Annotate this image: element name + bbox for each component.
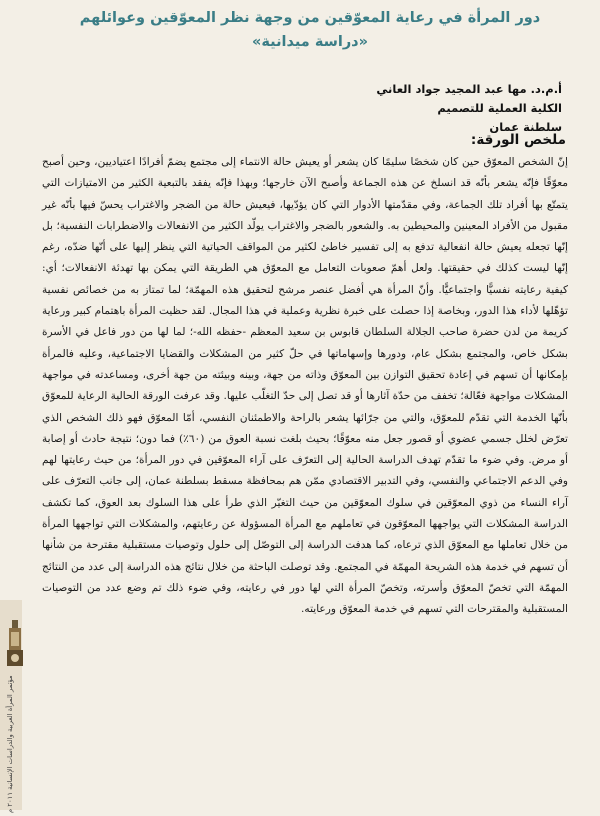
author-college: الكلية العملية للتصميم bbox=[437, 101, 562, 115]
abstract-body: إنّ الشخص المعوّق حين كان شخصًا سليمًا كان يشعر أو يعيش حالة الانتماء إلى مجتمع يضمّ أفرادًا اعتياديين، وحين أصبح معوّقًا فإنّه يشعر بأنّه قد انسلخ عن هذه الجماعة وأصبح الآن خارجها؛ وبهذا فإنّه يفقد بالتبعية الكثير من الامتيازات التي يتمتّع بها أفراد تلك الجماعة، وفي مقدّمتها الأدوار التي كان يؤدّيها، فيعيش حالة من الضجر والاغتراب يحسّ فيها بأنّه غير مقبول من الأفراد المعينين والمحيطين به. والشعور بالضجر والاغتراب يولّد الكثير من الانفعالات والاضطرابات النفسية؛ بل إنّها تجعله يعيش حالة انفعالية تدفع به إلى تفسير خاطئ لكثير من المواقف الحياتية التي ينظر إليها على أنّها ضدّه، رغم إنّها ليست كذلك في حقيقتها. ولعل أهمّ صعوبات التعامل مع المعوّق هي الطريقة التي يمكن بها تهدئة الانفعالات؛ أي: كيفية رعايته نفسيًّا واجتماعيًّا. وأنّ المرأة هي أفضل عنصر مرشح لتحقيق هذه المهمّة؛ لما تمتاز به من خصائص نفسية تؤهّلها لأداء هذا الدور، وبخاصة إذا حصلت على خبرة نظرية وعملية في هذا المجال. لقد حظيت المرأة باهتمام كبير ورعاية كريمة من لدن حضرة صاحب الجلالة السلطان قابوس بن سعيد المعظم -حفظه الله-؛ لما لها من دور فاعل في الأسرة بشكل خاص، والمجتمع بشكل عام، ودورها وإسهاماتها في حلّ كثير من المشكلات والقضايا الاجتماعية، وعليه فالمرأة بإمكانها أن تسهم في إعادة تحقيق التوازن بين المعوّق وذاته من جهة، وبينه وبيئته من جهة أخرى، ومساعدته في مواجهة المشكلات مواجهة فعّالة؛ تخفف من حدّة آثارها أو قد تصل إلى حدّ التغلّب عليها. وقد عرفت الورقة الحالية الرعاية للمعوّق بأنّها الخدمة التي تقدّم للمعوّق، والتي من جرّائها يشعر بالراحة والاطمئنان النفسي، أمّا المعوّق فهو ذلك الشخص الذي تعرّض لخلل جسمي عضوي أو قصور جعل منه معوّقًا؛ بحيث بلغت نسبة العوق من (٦٠٪) فما دون؛ نتيجة حادث أو إصابة أو مرض. وفي ضوء ما تقدّم تهدف الدراسة الحالية إلى التعرّف على آراء المعوّقين في دور المرأة؛ من حيث رعايتها لهم وفي الدعم الاجتماعي والنفسي، وفي التدبير الاقتصادي ممّن هم بمحافظة مسقط بسلطنة عمان، إلى جانب التعرّف على آراء النساء من ذوي المعوّقين في سلوك المعوّقين من حيث التغيّر الذي طرأ على هذا السلوك بعد العوق، كما تكشف الدراسة المشكلات التي يواجهها المعوّقون في تعاملهم مع المرأة المسؤولة عن رعايتهم، والمشكلات التي تواجهها المرأة من خلال تعاملها مع المعوّق الذي ترعاه، كما هدفت الدراسة إلى التوصّل إلى حلول وتوصيات مستقبلية مقترحة من شأنها أن تسهم في خدمة هذه الشريحة المهمّة في المجتمع. وقد توصلت الباحثة من خلال نتائج هذه الدراسة إلى عدد من النتائج المهمّة التي تخصّ المعوّق وأسرته، وتخصّ المرأة التي لها دور في رعايته، وفي ضوء ذلك تم وضع عدد من التوصيات المستقبلية والمقترحات التي تسهم في خدمة المعوّق ورعايته. bbox=[42, 156, 569, 616]
abstract-heading: ملخص الورقة: bbox=[470, 132, 566, 148]
author-name: أ.م.د. مها عبد المجيد جواد العاني bbox=[376, 82, 562, 96]
sidebar-conference-text: مؤتمر المرأة العربية والدراسات الإنسانية ٢٠١١ م bbox=[6, 675, 14, 813]
conference-emblem-icon bbox=[4, 618, 26, 670]
paper-title-line2: «دراسة ميدانية» bbox=[252, 34, 368, 50]
paper-title-line1: دور المرأة في رعاية المعوّقين من وجهة نظر المعوّقين وعوائلهم bbox=[79, 10, 541, 26]
paper-title bbox=[40, 6, 580, 54]
author-country: سلطنة عمان bbox=[489, 120, 562, 134]
author-block bbox=[262, 80, 562, 137]
